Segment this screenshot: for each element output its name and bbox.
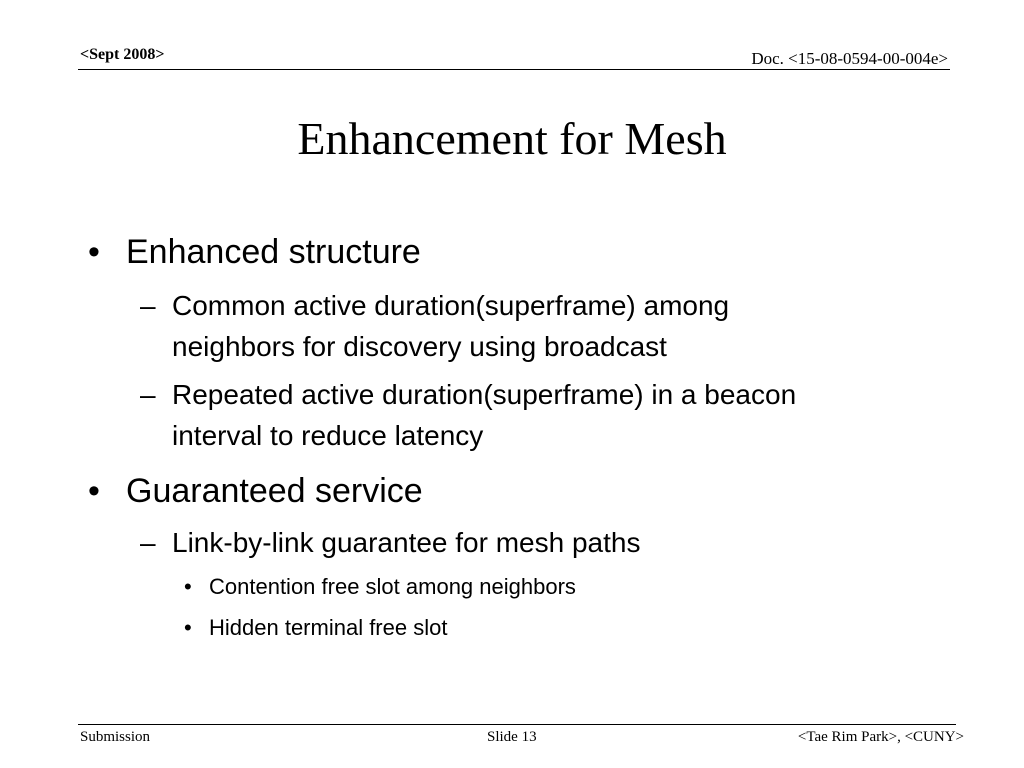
footer-slide-number: Slide 13 [487,729,537,745]
bullet-text: Guaranteed service [126,472,423,510]
dash-marker: – [140,379,156,410]
slide-title: Enhancement for Mesh [297,113,727,164]
sub-bullet-line1: Common active duration(superframe) among [172,290,730,321]
bullet-marker: • [88,233,100,271]
bullet-marker: • [184,574,192,599]
header-doc-id: Doc. <15-08-0594-00-004e> [751,49,948,68]
sub-sub-bullet-text: Contention free slot among neighbors [209,574,576,599]
bullet-enhanced-structure [88,232,421,272]
sub-bullet-common-active-duration [140,285,729,367]
bullet-guaranteed-service [88,471,423,511]
sub-sub-bullet-contention-free [184,573,576,601]
bullet-marker: • [88,472,100,510]
footer-divider [78,724,956,725]
sub-bullet-line1: Link-by-link guarantee for mesh paths [172,527,641,558]
sub-bullet-line2: interval to reduce latency [172,420,484,451]
sub-sub-bullet-text: Hidden terminal free slot [209,615,448,640]
sub-sub-bullet-hidden-terminal [184,614,447,642]
header-date: <Sept 2008> [80,46,165,63]
sub-bullet-repeated-active-duration [140,374,796,456]
footer-submission: Submission [80,729,151,745]
dash-marker: – [140,290,156,321]
sub-bullet-line1: Repeated active duration(superframe) in a beacon [172,379,797,410]
bullet-text: Enhanced structure [126,233,421,271]
bullet-marker: • [184,615,192,640]
sub-bullet-line2: neighbors for discovery using broadcast [172,331,667,362]
sub-bullet-link-by-link [140,522,640,563]
footer-author: <Tae Rim Park>, <CUNY> [797,729,964,745]
dash-marker: – [140,527,156,558]
